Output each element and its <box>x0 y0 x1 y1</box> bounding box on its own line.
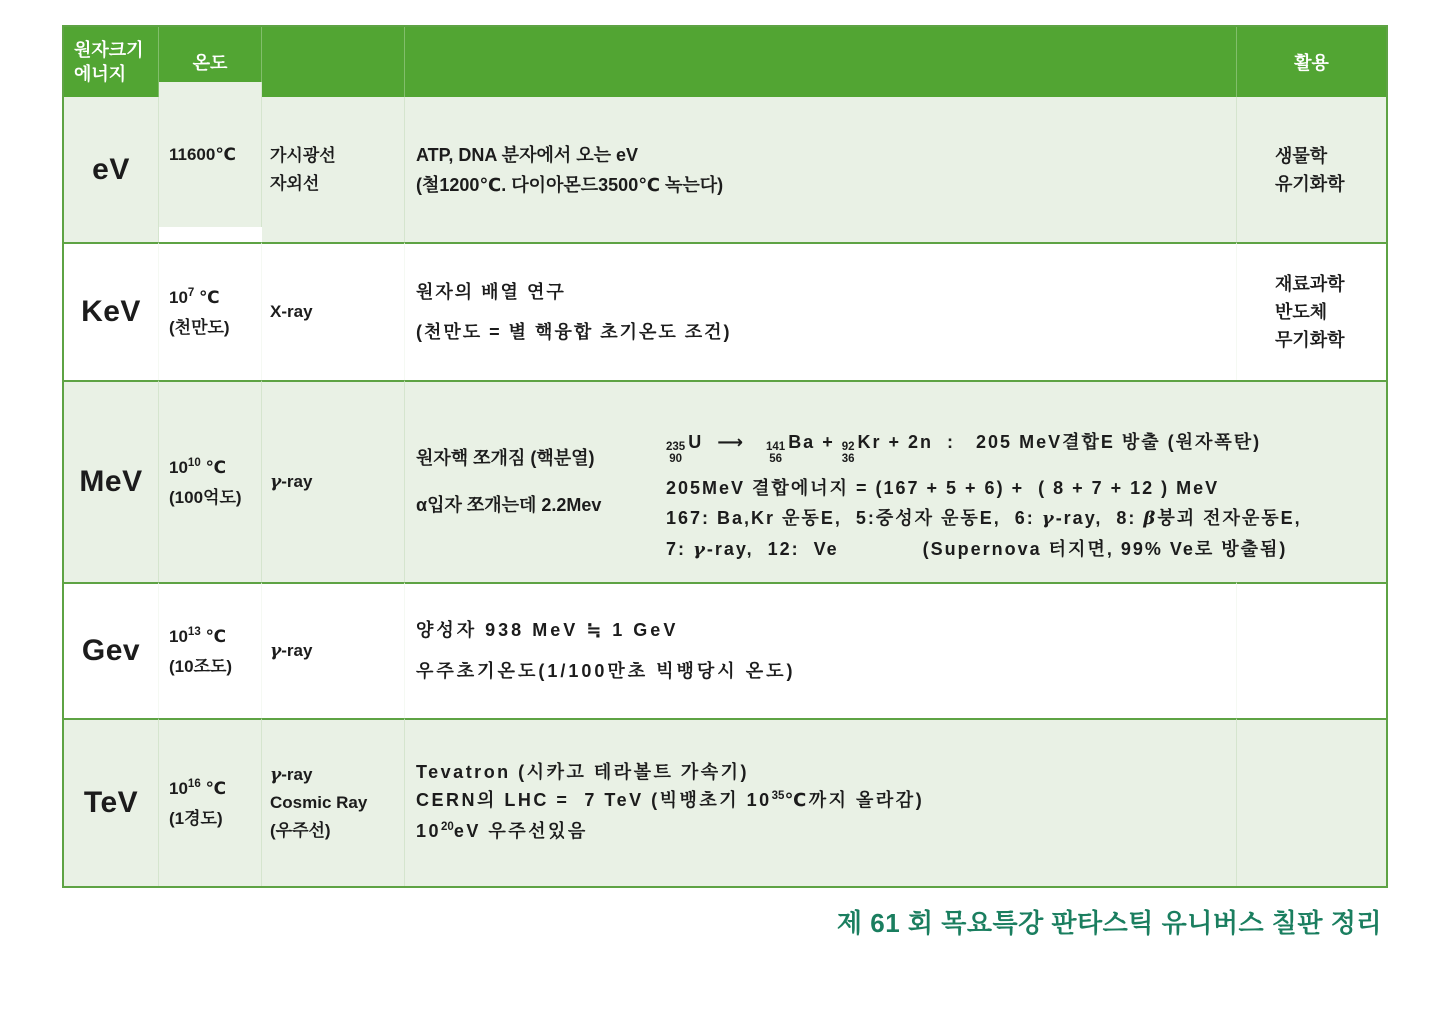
cell-gev-temp: $10^{13}$ ℃ (10조도) <box>159 582 262 718</box>
cell-gev-energy <box>64 582 159 718</box>
tev-label: TeV <box>83 786 139 819</box>
cell-mev-temp: $10^{10}$ ℃ (100억도) <box>159 380 262 582</box>
cell-mev-energy <box>64 380 159 582</box>
mev-energy-breakdown: 205MeV 결합에너지 = (167 + 5 + 6) + ( 8 + 7 + 12 ) MeV 167: Ba,Kr 운동E, 5:중성자 운동E, 6: γ-ray, 8: β붕괴 전자운동E, 7: γ-ray, 12: Ve (Supernova 터지면, 99% Ve로 방출됨) <box>666 478 1302 561</box>
header-desc <box>405 27 1237 97</box>
header-usage <box>1237 27 1386 97</box>
ev-label: eV <box>92 152 130 186</box>
header-temp-label: 온도 <box>192 53 228 73</box>
cell-mev-desc <box>405 380 1386 582</box>
cell-kev-ray: X-ray <box>262 242 405 380</box>
cell-kev-usage: 재료과학 반도체 무기화학 <box>1237 242 1386 380</box>
cell-kev-temp: $10^7$ ℃ (천만도) <box>159 242 262 380</box>
cell-gev-ray: γ-ray <box>262 582 405 718</box>
cell-kev-energy <box>64 242 159 380</box>
cell-tev-temp: $10^{16}$ ℃ (1경도) <box>159 718 262 886</box>
fission-equation: 235 90 U ⟶ 141 56 Ba + 92 36 Kr + 2n : 205 MeV결합E 방출 (원자폭탄) <box>666 431 1262 465</box>
kev-label: KeV <box>81 295 141 328</box>
energy-scale-table <box>62 25 1388 888</box>
cell-ev-temp: 11600℃ <box>159 82 262 227</box>
gev-label: Gev <box>81 634 141 667</box>
cell-ev-desc: ATP, DNA 분자에서 오는 eV (철1200℃. 다이아몬드3500℃ 녹는다) <box>405 97 1237 242</box>
header-usage-label: 활용 <box>1294 53 1329 73</box>
cell-ev-usage: 생물학 유기화학 <box>1237 97 1386 242</box>
header-energy: 원자크기 에너지 <box>64 27 159 97</box>
cell-tev-ray: γ-ray Cosmic Ray (우주선) <box>262 718 405 886</box>
caption-title: 제 61 회 목요특강 판타스틱 유니버스 칠판 정리 <box>836 908 1382 938</box>
mev-desc-left: 원자핵 쪼개짐 (핵분열) α입자 쪼개는데 2.2Mev <box>416 448 602 515</box>
header-ray <box>262 27 405 97</box>
mev-label: MeV <box>79 465 143 498</box>
cell-tev-desc: Tevatron (시카고 테라볼트 가속기) CERN의 LHC = 7 TeV (빅뱅초기 $10^{35}℃$까지 올라감) $10^{20}eV$ 우주선있음 <box>405 718 1237 886</box>
mev-desc-right <box>666 396 1386 596</box>
cell-gev-usage <box>1237 582 1386 718</box>
cell-mev-ray: γ-ray <box>262 380 405 582</box>
cell-tev-usage <box>1237 718 1386 886</box>
cell-gev-desc: 양성자 938 MeV ≒ 1 GeV 우주초기온도(1/100만초 빅뱅당시 온도) <box>405 582 1237 718</box>
cell-ev-ray: 가시광선 자외선 <box>262 97 405 242</box>
cell-ev-energy <box>64 97 159 242</box>
cell-tev-energy <box>64 718 159 886</box>
cell-kev-desc: 원자의 배열 연구 (천만도 = 별 핵융합 초기온도 조건) <box>405 242 1237 380</box>
